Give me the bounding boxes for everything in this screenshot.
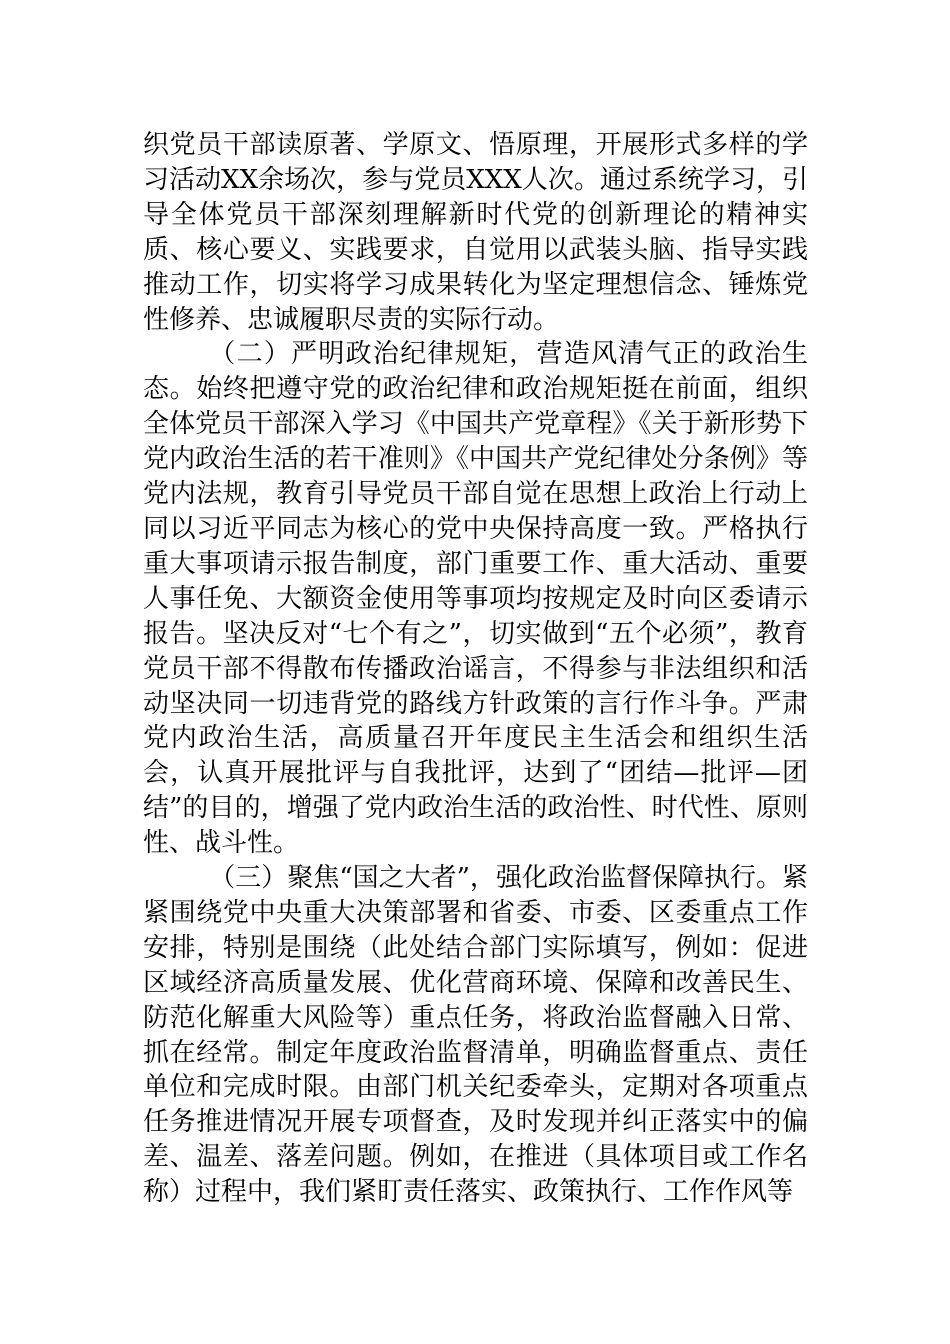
- paragraph-political-supervision: （三）聚焦“国之大者”，强化政治监督保障执行。紧紧围绕党中央重大决策部署和省委、市委、区委重点工作安排，特别是围绕（此处结合部门实际填写，例如：促进区域经济高质量发展、优化营商环境、保障和改善民生、防范化解重大风险等）重点任务，将政治监督融入日常、抓在经常。制定年度政治监督清单，明确监督重点、责任单位和完成时限。由部门机关纪委牵头，定期对各项重点任务推进情况开展专项督查，及时发现并纠正落实中的偏差、温差、落差问题。例如，在推进（具体项目或工作名称）过程中，我们紧盯责任落实、政策执行、工作作风等: [143, 863, 808, 1208]
- paragraph-study-activities: 织党员干部读原著、学原文、悟原理，开展形式多样的学习活动XX余场次，参与党员XXX人次。通过系统学习，引导全体党员干部深刻理解新时代党的创新理论的精神实质、核心要义、实践要求，自觉用以武装头脑、指导实践推动工作，切实将学习成果转化为坚定理想信念、锤炼党性修养、忠诚履职尽责的实际行动。: [143, 130, 808, 335]
- document-body: [143, 128, 808, 1210]
- paragraph-political-discipline: （二）严明政治纪律规矩，营造风清气正的政治生态。始终把遵守党的政治纪律和政治规矩挺在前面，组织全体党员干部深入学习《中国共产党章程》《关于新形势下党内政治生活的若干准则》《中国共产党纪律处分条例》等党内法规，教育引导党员干部自觉在思想上政治上行动上同以习近平同志为核心的党中央保持高度一致。严格执行重大事项请示报告制度，部门重要工作、重大活动、重要人事任免、大额资金使用等事项均按规定及时向区委请示报告。坚决反对“七个有之”，切实做到“五个必须”，教育党员干部不得散布传播政治谣言，不得参与非法组织和活动坚决同一切违背党的路线方针政策的言行作斗争。严肃党内政治生活，高质量召开年度民主生活会和组织生活会，认真开展批评与自我批评，达到了“团结—批评—团结”的目的，增强了党内政治生活的政治性、时代性、原则性、战斗性。: [143, 339, 808, 859]
